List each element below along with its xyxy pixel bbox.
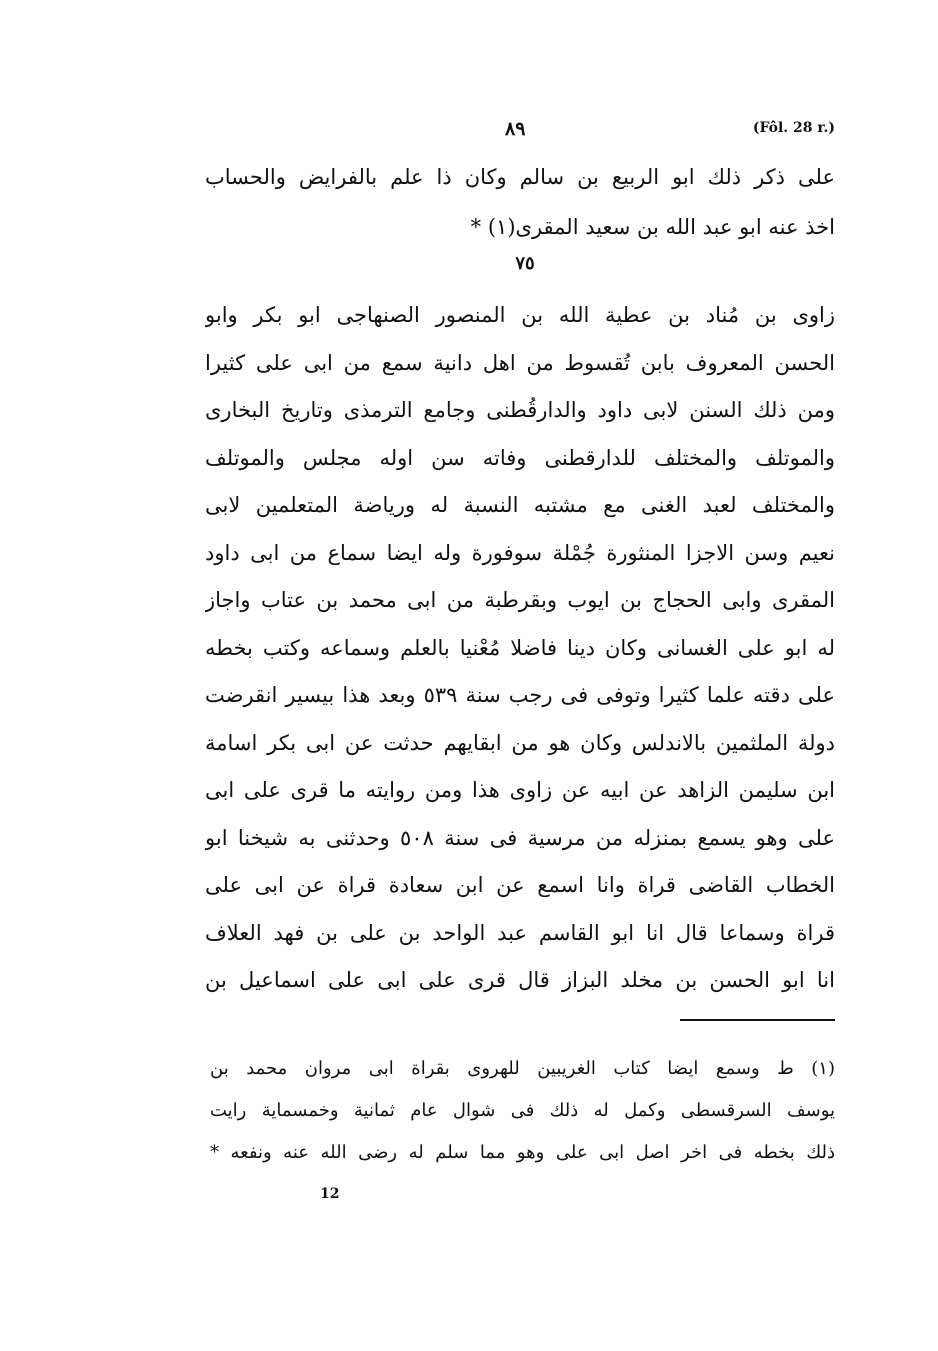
text-line: ابن سليمن الزاهد عن ابيه عن زاوى هذا ومن روايته ما قرى على ابى [205, 778, 835, 802]
text-line: والموتلف والمختلف للدارقطنى وفاته سن اوله مجلس والموتلف [205, 445, 835, 470]
text-line: له ابو على الغسانى وكان دينا فاضلا مُعْنيا بالعلم وسماعه وكتب بخطه [205, 635, 835, 660]
text-line: الحسن المعروف بابن تُقسوط من اهل دانية سمع من ابى على كثيرا [205, 350, 835, 375]
text-line: على دقته علما كثيرا وتوفى فى رجب سنة ٥٣٩ وبعد هذا بيسير انقرضت [205, 683, 835, 707]
page-number: ٨٩ [505, 118, 526, 140]
text-line: اخذ عنه ابو عبد الله بن سعيد المقرى(١) * [470, 215, 835, 239]
text-line: على ذكر ذلك ابو الربيع بن سالم وكان ذا علم بالفرايض والحساب [205, 165, 835, 189]
text-line: نعيم وسن الاجزا المنثورة جُمْلة سوفورة وله ايضا سماع من ابى داود [205, 540, 835, 565]
text-line: دولة الملثمين بالاندلس وكان هو من ابقايهم حدثت عن ابى بكر اسامة [205, 730, 835, 755]
entry-text [205, 292, 835, 1005]
text-line: قراة وسماعا قال انا ابو القاسم عبد الواحد بن على بن فهد العلاف [205, 920, 835, 945]
footnote-line: يوسف السرقسطى وكمل له ذلك فى شوال عام ثمانية وخمسماية رايت [210, 1100, 835, 1121]
text-line: ومن ذلك السنن لابى داود والدارقُطنى وجامع الترمذى وتاريخ البخارى [205, 398, 835, 422]
text-line: والمختلف لعبد الغنى مع مشتبه النسبة له ورياضة المتعلمين لابى [205, 493, 835, 517]
footnotes [210, 1048, 835, 1174]
text-line: على وهو يسمع بمنزله من مرسية فى سنة ٥٠٨ وحدثنى به شيخنا ابو [205, 825, 835, 850]
signature-mark: 12 [320, 1186, 340, 1202]
footnote-separator [680, 1019, 835, 1021]
page-header [195, 118, 835, 144]
previous-entry-text [205, 152, 835, 252]
footnote-line: (١) ط وسمع ايضا كتاب الغريبين للهروى بقراة ابى مروان محمد بن [210, 1058, 835, 1079]
footnote-line: ذلك بخطه فى اخر اصل ابى على وهو مما سلم له رضى الله عنه ونفعه * [210, 1142, 835, 1163]
folio-reference: (Fôl. 28 r.) [752, 120, 835, 136]
text-line: المقرى وابى الحجاج بن ايوب وبقرطبة من ابى محمد بن عتاب واجاز [205, 588, 835, 612]
entry-number: ٧٥ [515, 253, 535, 274]
text-line: انا ابو الحسن بن مخلد البزاز قال قرى على ابى على اسماعيل بن [205, 968, 835, 992]
text-line: الخطاب القاضى قراة وانا اسمع عن ابن سعادة قراة عن ابى على [205, 873, 835, 897]
text-line: زاوى بن مُناد بن عطية الله بن المنصور الصنهاجى ابو بكر وابو [205, 303, 835, 327]
